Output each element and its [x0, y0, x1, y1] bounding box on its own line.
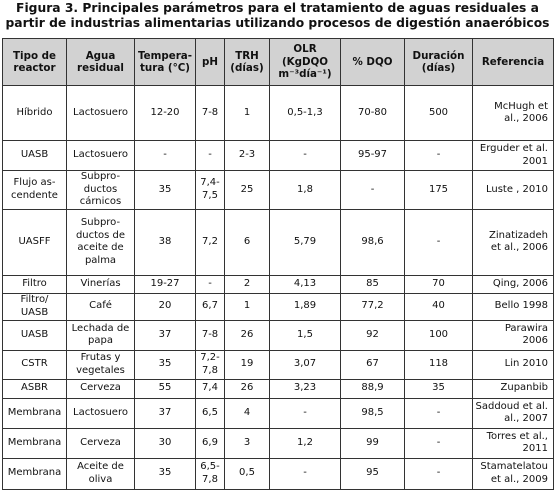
header-dqo: % DQO [341, 39, 405, 86]
cell-tipo-reactor-text: UASFF [18, 235, 51, 247]
cell-ph-text: 7-8 [201, 328, 219, 340]
cell-temperatura [135, 293, 196, 320]
cell-olr [270, 275, 341, 293]
table-row [3, 171, 554, 210]
cell-referencia-text: Qing, 2006 [492, 277, 548, 289]
cell-dqo-text: 77,2 [361, 300, 384, 312]
cell-trh [225, 458, 270, 489]
cell-temperatura [135, 379, 196, 398]
header-duracion: Duración (días) [405, 39, 473, 86]
cell-tipo-reactor-text: Membrana [7, 436, 62, 448]
cell-dqo [341, 275, 405, 293]
cell-dqo [341, 458, 405, 489]
cell-duracion-text: 100 [428, 328, 449, 340]
cell-tipo-reactor [3, 458, 67, 489]
cell-ph-text: 7,8 [202, 473, 218, 485]
cell-olr [270, 379, 341, 398]
cell-dqo-text: 67 [366, 358, 379, 370]
cell-referencia [473, 458, 554, 489]
cell-temperatura-text: 37 [158, 406, 172, 418]
cell-ph [196, 86, 225, 141]
cell-temperatura [135, 86, 196, 141]
cell-referencia-text: Bello 1998 [494, 300, 548, 312]
cell-tipo-reactor [3, 350, 67, 379]
caption-line-2: partir de industrias alimentarias utilizando procesos de digestión anaeróbicos [5, 16, 550, 30]
cell-dqo [341, 350, 405, 379]
cell-dqo-text: 95-97 [357, 149, 388, 161]
cell-agua-residual-text: Aceite de [77, 461, 124, 472]
cell-duracion-text: - [436, 149, 441, 161]
cell-trh [225, 379, 270, 398]
cell-duracion-text: - [436, 235, 441, 247]
cell-agua-residual-text: cárnicos [79, 196, 122, 207]
cell-duracion-text: - [436, 406, 441, 418]
cell-tipo-reactor-text: UASB [20, 306, 49, 318]
cell-ph-text: 7,8 [202, 364, 218, 376]
cell-temperatura [135, 275, 196, 293]
cell-dqo-text: 85 [366, 277, 379, 289]
cell-olr [270, 350, 341, 379]
cell-trh-text: 2-3 [238, 149, 256, 161]
cell-duracion [405, 458, 473, 489]
cell-referencia [473, 86, 554, 141]
cell-trh-text: 26 [240, 328, 254, 340]
cell-trh-text: 1 [243, 106, 251, 118]
cell-ph-text: 7,5 [202, 189, 218, 201]
cell-tipo-reactor [3, 428, 67, 458]
cell-referencia-text: et al., 2009 [490, 473, 548, 485]
table-row [3, 428, 554, 458]
cell-tipo-reactor-text: CSTR [21, 358, 48, 370]
header-tipo-reactor: Tipo de reactor [3, 39, 67, 86]
cell-ph-text: 6,5- [200, 461, 220, 472]
cell-olr-text: - [303, 467, 307, 479]
cell-referencia-text: et al., 2006 [490, 242, 548, 253]
cell-olr [270, 171, 341, 210]
cell-duracion-text: 500 [428, 106, 449, 118]
cell-trh [225, 171, 270, 210]
cell-referencia-text: Parawira [504, 322, 548, 334]
header-temperatura: Tempera- tura (°C) [135, 39, 196, 86]
cell-ph [196, 350, 225, 379]
cell-trh-text: 0,5 [239, 467, 255, 479]
cell-tipo-reactor-text: Filtro [22, 277, 47, 289]
cell-olr-text: 1,8 [297, 183, 313, 195]
cell-temperatura [135, 209, 196, 275]
cell-ph-text: 7,4 [202, 382, 218, 394]
cell-olr-text: 5,79 [293, 235, 317, 247]
cell-referencia-text: Lin 2010 [504, 358, 548, 370]
cell-temperatura-text: 20 [158, 300, 172, 312]
cell-dqo-text: 70-80 [357, 106, 388, 118]
cell-agua-residual-text: oliva [88, 473, 113, 485]
cell-tipo-reactor-text: ASBR [21, 382, 48, 394]
cell-temperatura-text: 19-27 [150, 277, 180, 289]
cell-referencia-text: Luste , 2010 [485, 183, 548, 195]
table-row [3, 86, 554, 141]
caption-line-1: Figura 3. Principales parámetros para el tratamiento de aguas residuales a [16, 1, 539, 15]
cell-olr-text: - [303, 406, 307, 418]
cell-ph [196, 458, 225, 489]
cell-trh-text: 6 [243, 235, 251, 247]
cell-duracion [405, 171, 473, 210]
cell-agua-residual [67, 398, 135, 428]
cell-agua-residual-text: Café [89, 300, 112, 312]
cell-agua-residual [67, 350, 135, 379]
cell-referencia [473, 320, 554, 350]
cell-tipo-reactor-text: UASB [20, 149, 49, 161]
cell-ph [196, 428, 225, 458]
cell-trh [225, 141, 270, 171]
cell-olr [270, 458, 341, 489]
cell-agua-residual [67, 293, 135, 320]
cell-tipo-reactor [3, 209, 67, 275]
cell-duracion [405, 275, 473, 293]
cell-tipo-reactor [3, 275, 67, 293]
cell-olr-text: 1,2 [297, 436, 313, 448]
cell-dqo-text: 99 [366, 436, 379, 448]
cell-agua-residual-text: Lechada de [71, 322, 130, 334]
cell-duracion-text: 35 [432, 382, 445, 394]
cell-referencia-text: 2011 [522, 443, 548, 454]
table-row [3, 275, 554, 293]
cell-agua-residual [67, 171, 135, 210]
table-row [3, 379, 554, 398]
cell-ph [196, 275, 225, 293]
cell-dqo-text: 92 [366, 328, 379, 340]
cell-trh-text: 3 [243, 436, 251, 448]
table-row [3, 320, 554, 350]
cell-duracion [405, 379, 473, 398]
cell-trh [225, 350, 270, 379]
cell-agua-residual [67, 428, 135, 458]
cell-agua-residual-text: Subpro- [80, 171, 121, 182]
cell-ph-text: 7,2- [200, 352, 220, 363]
cell-duracion [405, 86, 473, 141]
cell-agua-residual [67, 320, 135, 350]
cell-duracion [405, 293, 473, 320]
cell-ph-text: - [208, 149, 212, 161]
cell-dqo-text: 98,6 [361, 235, 384, 247]
cell-temperatura-text: 38 [158, 235, 172, 247]
cell-referencia-text: 2001 [522, 155, 548, 167]
cell-agua-residual-text: vegetales [76, 364, 125, 376]
cell-tipo-reactor-text: Membrana [7, 467, 62, 479]
cell-ph [196, 398, 225, 428]
cell-duracion [405, 428, 473, 458]
cell-temperatura-text: - [163, 149, 167, 161]
cell-referencia [473, 171, 554, 210]
header-row [3, 39, 554, 86]
cell-referencia-text: Stamatelatou [480, 461, 548, 472]
cell-agua-residual [67, 86, 135, 141]
cell-duracion-text: 40 [432, 300, 445, 312]
cell-olr-text: 1,5 [297, 328, 313, 340]
cell-dqo [341, 320, 405, 350]
cell-temperatura [135, 171, 196, 210]
cell-trh [225, 275, 270, 293]
header-ph: pH [196, 39, 225, 86]
cell-ph [196, 320, 225, 350]
cell-agua-residual [67, 379, 135, 398]
cell-tipo-reactor-text: UASB [20, 328, 49, 340]
cell-referencia [473, 293, 554, 320]
cell-referencia-text: al., 2006 [504, 113, 548, 124]
cell-dqo [341, 379, 405, 398]
header-agua-residual: Agua residual [67, 39, 135, 86]
cell-dqo-text: - [370, 183, 375, 195]
cell-tipo-reactor [3, 379, 67, 398]
cell-trh-text: 1 [243, 300, 251, 312]
cell-trh-text: 19 [240, 358, 254, 370]
cell-ph [196, 171, 225, 210]
cell-olr-text: 4,13 [293, 277, 317, 289]
cell-tipo-reactor-text: cendente [11, 189, 58, 201]
cell-referencia-text: Erguder et al. [479, 143, 548, 154]
cell-trh [225, 293, 270, 320]
cell-duracion-text: 175 [428, 183, 449, 195]
cell-tipo-reactor [3, 293, 67, 320]
cell-tipo-reactor-text: Membrana [7, 406, 62, 418]
cell-referencia [473, 275, 554, 293]
cell-trh-text: 26 [240, 382, 254, 394]
cell-agua-residual-text: Lactosuero [73, 149, 128, 161]
cell-dqo-text: 98,5 [361, 406, 384, 418]
cell-referencia-text: 2006 [522, 335, 548, 346]
cell-tipo-reactor-text: Flujo as- [13, 177, 56, 189]
cell-olr-text: 3,23 [293, 382, 317, 394]
cell-agua-residual [67, 141, 135, 171]
cell-temperatura-text: 37 [158, 328, 172, 340]
cell-referencia-text: Zinatizadeh [488, 229, 548, 241]
cell-tipo-reactor [3, 320, 67, 350]
cell-ph-text: 6,7 [202, 300, 218, 312]
cell-agua-residual-text: Subpro- [80, 217, 121, 228]
cell-dqo [341, 86, 405, 141]
cell-trh-text: 2 [243, 277, 251, 289]
cell-duracion-text: 70 [432, 277, 445, 289]
cell-dqo [341, 171, 405, 210]
cell-tipo-reactor [3, 141, 67, 171]
cell-tipo-reactor-text: Filtro/ [20, 294, 49, 305]
cell-temperatura [135, 398, 196, 428]
cell-agua-residual-text: papa [88, 335, 113, 346]
table-row [3, 398, 554, 428]
cell-trh [225, 86, 270, 141]
cell-referencia [473, 428, 554, 458]
cell-ph-text: 6,5 [202, 406, 218, 418]
cell-agua-residual-text: ductos de [75, 229, 126, 241]
cell-dqo [341, 428, 405, 458]
cell-agua-residual-text: palma [84, 254, 117, 266]
cell-olr [270, 398, 341, 428]
cell-temperatura-text: 12-20 [150, 106, 180, 118]
cell-temperatura [135, 320, 196, 350]
cell-trh [225, 428, 270, 458]
cell-trh-text: 4 [243, 406, 251, 418]
cell-temperatura [135, 141, 196, 171]
cell-referencia [473, 379, 554, 398]
cell-ph [196, 141, 225, 171]
cell-ph-text: 7,2 [202, 235, 218, 247]
cell-olr [270, 428, 341, 458]
table-row [3, 458, 554, 489]
cell-olr-text: 3,07 [293, 358, 317, 370]
cell-duracion-text: - [436, 436, 441, 448]
cell-dqo [341, 209, 405, 275]
parameters-table [2, 38, 554, 490]
cell-temperatura-text: 35 [158, 467, 172, 479]
cell-referencia-text: McHugh et [494, 100, 548, 112]
figure-caption [0, 0, 555, 35]
cell-referencia-text: Zupanbib [500, 382, 548, 394]
cell-agua-residual-text: Lactosuero [73, 106, 128, 118]
cell-temperatura-text: 35 [158, 183, 172, 195]
cell-temperatura-text: 55 [158, 382, 172, 394]
cell-ph [196, 293, 225, 320]
cell-dqo-text: 88,9 [361, 382, 384, 394]
cell-dqo [341, 293, 405, 320]
cell-agua-residual [67, 209, 135, 275]
cell-duracion-text: 118 [428, 358, 449, 370]
cell-olr-text: 0,5-1,3 [287, 106, 323, 118]
cell-referencia-text: Torres et al., [486, 430, 548, 442]
cell-olr [270, 209, 341, 275]
cell-trh [225, 398, 270, 428]
cell-duracion [405, 350, 473, 379]
cell-dqo [341, 398, 405, 428]
cell-agua-residual-text: Frutas y [80, 352, 121, 363]
cell-agua-residual-text: Lactosuero [73, 406, 128, 418]
cell-dqo [341, 141, 405, 171]
cell-agua-residual-text: Vinerías [80, 277, 121, 289]
cell-duracion-text: - [436, 467, 441, 479]
cell-referencia [473, 350, 554, 379]
cell-agua-residual [67, 275, 135, 293]
table-row [3, 141, 554, 171]
cell-ph-text: - [208, 277, 212, 289]
cell-referencia-text: Saddoud et al. [475, 400, 548, 412]
cell-referencia [473, 209, 554, 275]
cell-referencia-text: al., 2007 [504, 413, 548, 424]
cell-temperatura [135, 458, 196, 489]
table-row [3, 293, 554, 320]
cell-tipo-reactor [3, 171, 67, 210]
cell-duracion [405, 320, 473, 350]
cell-temperatura-text: 35 [158, 358, 172, 370]
header-referencia: Referencia [473, 39, 554, 86]
cell-tipo-reactor-text: Híbrido [16, 106, 53, 118]
cell-ph-text: 6,9 [202, 436, 218, 448]
cell-temperatura [135, 350, 196, 379]
header-trh: TRH (días) [225, 39, 270, 86]
cell-olr [270, 320, 341, 350]
cell-referencia [473, 141, 554, 171]
table-body [3, 86, 554, 490]
cell-olr [270, 86, 341, 141]
cell-dqo-text: 95 [366, 467, 379, 479]
cell-agua-residual-text: aceite de [77, 242, 124, 253]
cell-trh-text: 25 [240, 183, 254, 195]
cell-trh [225, 209, 270, 275]
cell-temperatura [135, 428, 196, 458]
cell-agua-residual-text: Cerveza [80, 382, 121, 394]
cell-olr [270, 141, 341, 171]
cell-ph [196, 209, 225, 275]
cell-duracion [405, 209, 473, 275]
cell-trh [225, 320, 270, 350]
cell-referencia [473, 398, 554, 428]
cell-duracion [405, 398, 473, 428]
cell-tipo-reactor [3, 86, 67, 141]
cell-agua-residual-text: Cerveza [80, 436, 121, 448]
cell-olr-text: - [303, 149, 307, 161]
header-olr: OLR (KgDQO m⁻³día⁻¹) [270, 39, 341, 86]
cell-agua-residual [67, 458, 135, 489]
table-row [3, 350, 554, 379]
table-row [3, 209, 554, 275]
cell-temperatura-text: 30 [158, 436, 172, 448]
cell-ph [196, 379, 225, 398]
cell-olr [270, 293, 341, 320]
cell-ph-text: 7-8 [201, 106, 219, 118]
cell-olr-text: 1,89 [293, 300, 317, 312]
cell-ph-text: 7,4- [200, 177, 220, 189]
cell-tipo-reactor [3, 398, 67, 428]
cell-duracion [405, 141, 473, 171]
cell-agua-residual-text: ductos [83, 183, 118, 195]
